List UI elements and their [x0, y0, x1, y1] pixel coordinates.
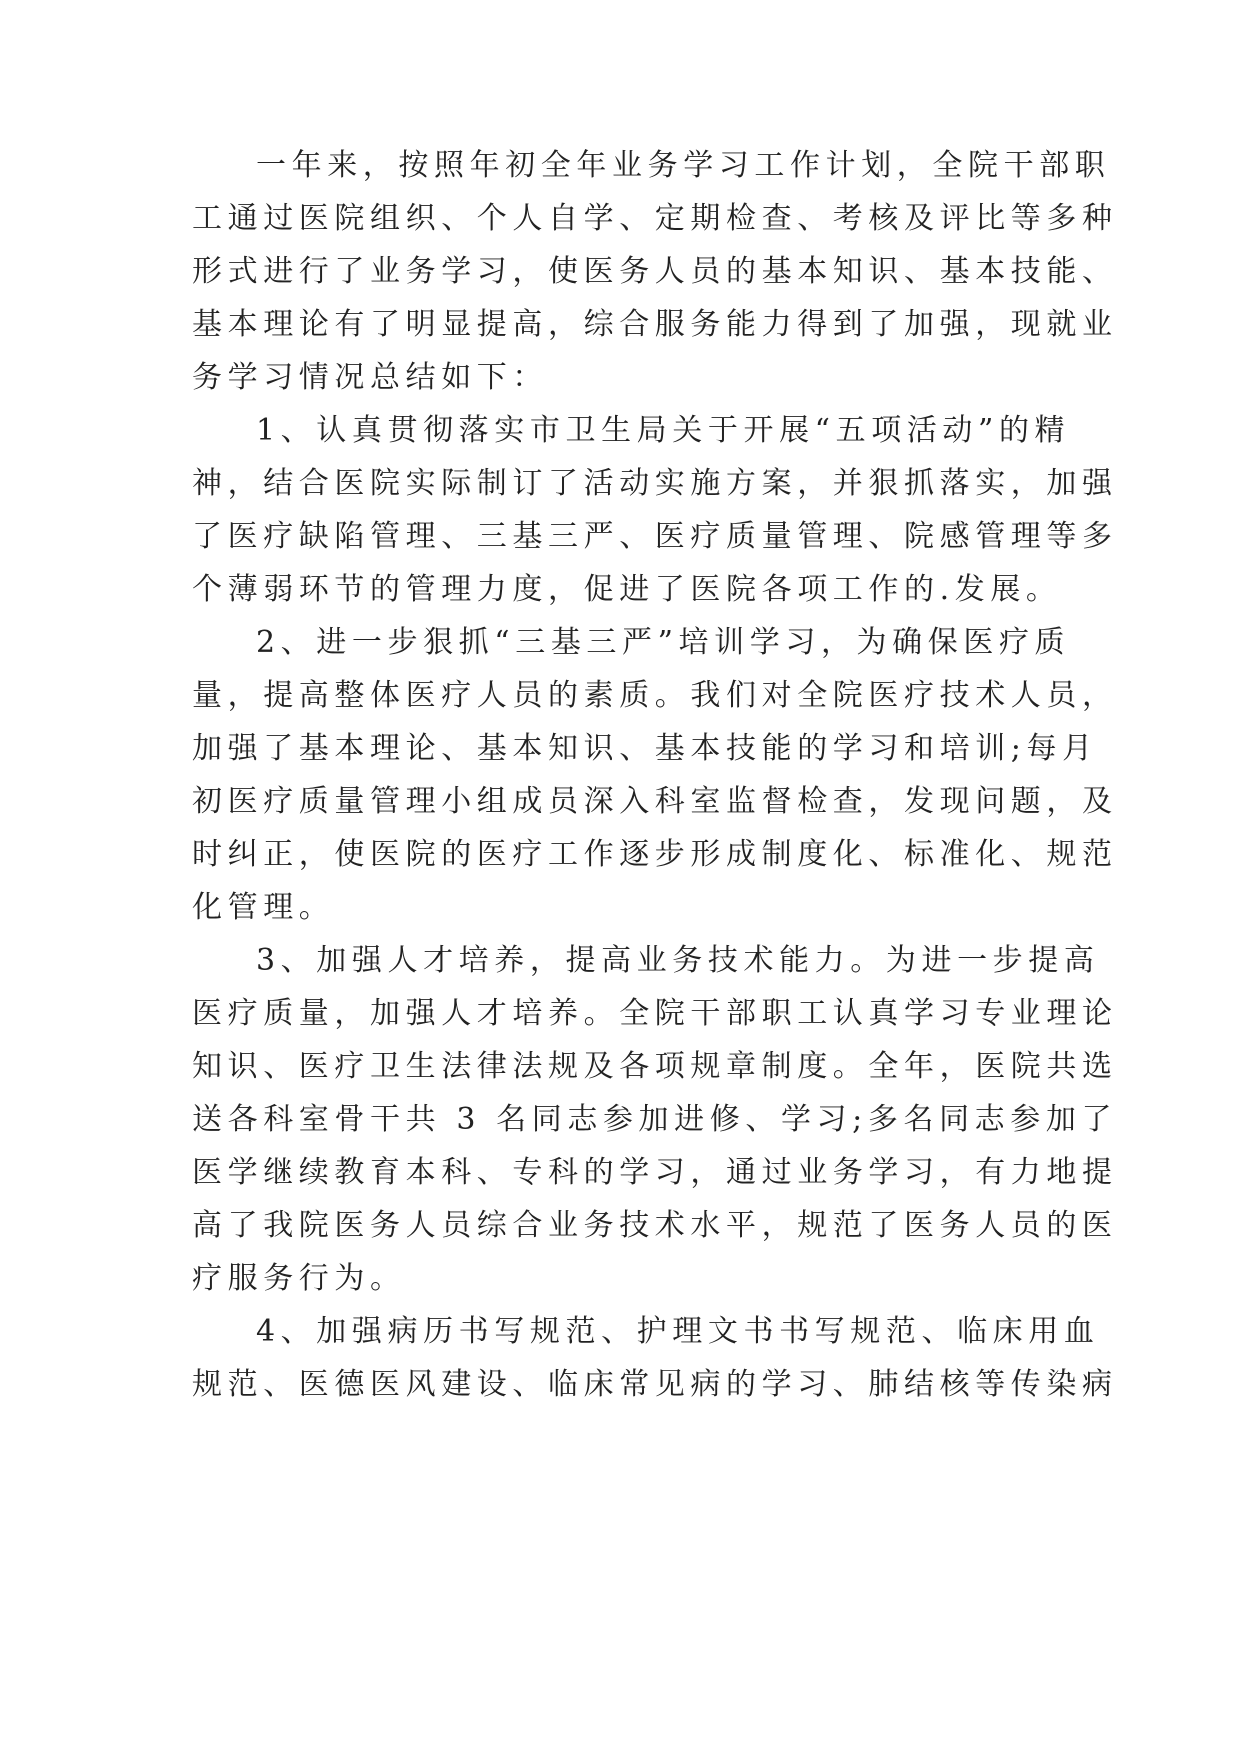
paragraph-line: 2、进一步狠抓“三基三严”培训学习，为确保医疗质	[256, 625, 1071, 660]
paragraph-line: 初医疗质量管理小组成员深入科室监督检查，发现问题，及	[192, 784, 1118, 819]
paragraph-line: 4、加强病历书写规范、护理文书书写规范、临床用血	[256, 1314, 1100, 1349]
paragraph-line: 送各科室骨干共 3 名同志参加进修、学习;多名同志参加了	[192, 1102, 1118, 1137]
paragraph-line: 疗服务行为。	[192, 1261, 406, 1296]
paragraph-line: 加强了基本理论、基本知识、基本技能的学习和培训;每月	[192, 731, 1098, 766]
paragraph-line: 化管理。	[192, 890, 335, 925]
paragraph-line: 医学继续教育本科、专科的学习，通过业务学习，有力地提	[192, 1155, 1118, 1190]
paragraph-line: 3、加强人才培养，提高业务技术能力。为进一步提高	[256, 943, 1100, 978]
paragraph-line: 了医疗缺陷管理、三基三严、医疗质量管理、院感管理等多	[192, 519, 1118, 554]
paragraph-line: 知识、医疗卫生法律法规及各项规章制度。全年，医院共选	[192, 1049, 1118, 1084]
paragraph-line: 时纠正，使医院的医疗工作逐步形成制度化、标准化、规范	[192, 837, 1118, 872]
paragraph-line: 一年来，按照年初全年业务学习工作计划，全院干部职	[256, 148, 1111, 183]
paragraph-line: 务学习情况总结如下：	[192, 360, 548, 395]
paragraph-line: 规范、医德医风建设、临床常见病的学习、肺结核等传染病	[192, 1367, 1118, 1402]
paragraph-line: 高了我院医务人员综合业务技术水平，规范了医务人员的医	[192, 1208, 1118, 1243]
paragraph-line: 1、认真贯彻落实市卫生局关于开展“五项活动”的精	[256, 413, 1071, 448]
paragraph-line: 工通过医院组织、个人自学、定期检查、考核及评比等多种	[192, 201, 1118, 236]
paragraph-line: 量，提高整体医疗人员的素质。我们对全院医疗技术人员，	[192, 678, 1118, 713]
paragraph-line: 个薄弱环节的管理力度，促进了医院各项工作的.发展。	[192, 572, 1062, 607]
paragraph-line: 基本理论有了明显提高，综合服务能力得到了加强，现就业	[192, 307, 1118, 342]
paragraph-line: 神，结合医院实际制订了活动实施方案，并狠抓落实，加强	[192, 466, 1118, 501]
paragraph-line: 形式进行了业务学习，使医务人员的基本知识、基本技能、	[192, 254, 1118, 289]
paragraph-line: 医疗质量，加强人才培养。全院干部职工认真学习专业理论	[192, 996, 1118, 1031]
